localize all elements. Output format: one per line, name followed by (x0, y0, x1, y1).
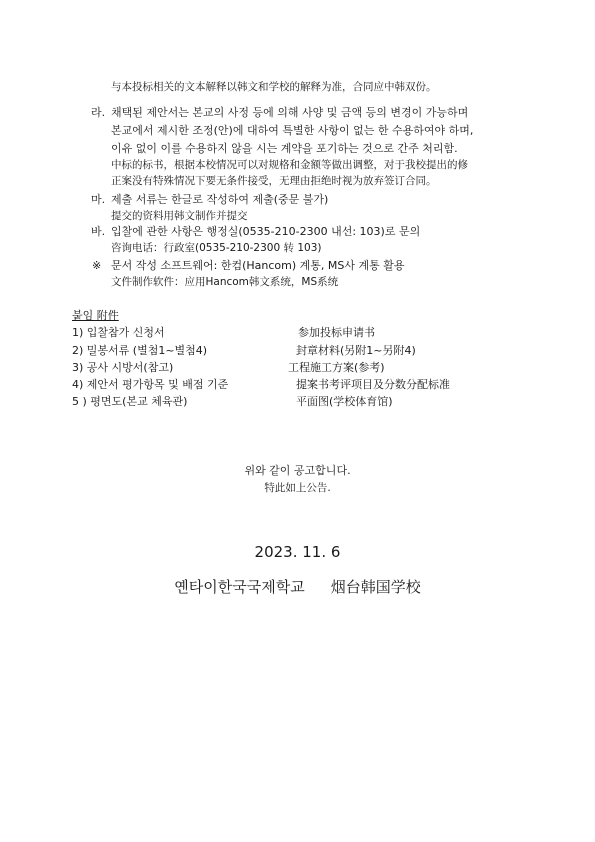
attachment-2-cn: 封章材料(另附1~另附4) (296, 344, 416, 357)
item-ma-ko: 제출 서류는 한글로 작성하여 제출(중문 불가) (111, 193, 329, 206)
attachment-5-ko: 5 ) 평면도(본교 체육관) (72, 395, 188, 408)
attachment-4-cn: 提案书考评项目及分数分配标准 (296, 378, 450, 391)
item-ba-marker: 바. (91, 225, 106, 238)
item-ra-ko-line-2: 본교에서 제시한 조정(안)에 대하여 특별한 사항이 없는 한 수용하여야 하며, (111, 124, 474, 137)
school-name-cn: 烟台韩国学校 (330, 578, 421, 596)
item-ba-ko: 입찰에 관한 사항은 행정실(0535-210-2300 내선: 103)로 문의 (111, 225, 421, 238)
item-ma-cn: 提交的资料用韩文制作并提交 (111, 210, 248, 222)
attachment-2-ko: 2) 밀봉서류 (별첨1~별첨4) (72, 344, 208, 357)
item-ra-cn-line-1: 中标的标书，根据本校情况可以对规格和金额等做出调整，对于我校提出的修 (111, 159, 468, 171)
item-ra-marker: 라. (91, 106, 106, 119)
attachment-5-cn: 平面图(学校体育馆) (296, 395, 393, 408)
attachment-1-cn: 参加投标申请书 (298, 326, 375, 339)
attachment-1-ko: 1) 입찰참가 신청서 (72, 326, 165, 339)
closing-cn: 特此如上公告. (264, 482, 331, 494)
notice-date: 2023. 11. 6 (254, 543, 341, 561)
item-ra-ko-line-1: 채택된 제안서는 본교의 사정 등에 의해 사양 및 금액 등의 변경이 가능하며 (111, 106, 469, 119)
note-marker: ※ (92, 259, 102, 272)
attachment-3-cn: 工程施工方案(参考) (288, 361, 385, 374)
item-ba-cn: 咨询电话：行政室(0535-210-2300 转 103) (111, 242, 322, 254)
note-software-ko: 문서 작성 소프트웨어: 한컴(Hancom) 계통, MS사 계통 활용 (111, 259, 405, 272)
item-ra-cn-line-2: 正案没有特殊情况下要无条件接受，无理由拒绝时视为放弃签订合同。 (111, 175, 437, 187)
attachments-heading: 붙임 附件 (72, 309, 119, 322)
school-name (0, 576, 595, 597)
attachment-4-ko: 4) 제안서 평가항목 및 배점 기준 (72, 378, 229, 391)
attachment-3-ko: 3) 공사 시방서(참고) (72, 361, 174, 374)
school-name-ko: 옌타이한국국제학교 (174, 578, 305, 596)
notice-line-cn: 与本投标相关的文本解释以韩文和学校的解释为准，合同应中韩双份。 (111, 81, 437, 93)
note-software-cn: 文件制作软件：应用Hancom韩文系统，MS系统 (111, 276, 339, 288)
item-ra-ko-line-3: 이유 없이 이를 수용하지 않을 시는 계약을 포기하는 것으로 간주 처리함. (111, 142, 458, 155)
closing-ko: 위와 같이 공고합니다. (244, 464, 351, 477)
item-ma-marker: 마. (91, 193, 106, 206)
